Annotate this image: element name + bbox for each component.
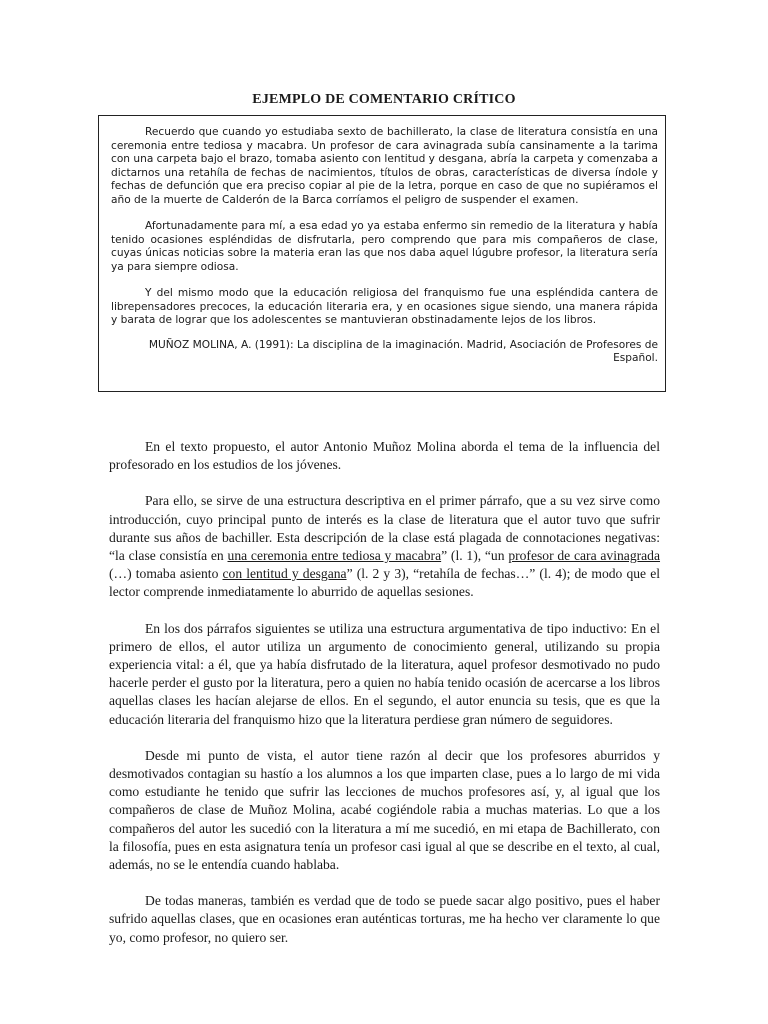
underlined-quote-3: con lentitud y desgana: [222, 566, 347, 582]
p2-text-3: (…) tomaba asiento: [109, 566, 223, 582]
essay-paragraph-1: En el texto propuesto, el autor Antonio Muñoz Molina aborda el tema de la influencia del profesorado en los estudios de los jóvenes.: [109, 439, 660, 473]
p2-text-1: Para ello, se sirve de una estructura descriptiva en el primer párrafo, que a su vez sirve como introducción, cuyo principal punto de interés es la clase de literatura que el autor tuvo que sufrir durante sus años de bachiller. Esta descripción de la clase está plagada de connotaciones negativas: “la clase consistía en: [109, 493, 660, 564]
underlined-quote-1: una ceremonia entre tediosa y macabra: [227, 548, 442, 564]
quote-paragraph-3: Y del mismo modo que la educación religiosa del franquismo fue una espléndida cantera de librepensadores precoces, la educación literaria era, y en ocasiones sigue siendo, una manera rápida y barata de lograr que los adolescentes se mantuvieran obstinadamente lejos de los libros.: [111, 287, 658, 326]
essay-paragraph-4: Desde mi punto de vista, el autor tiene razón al decir que los profesores aburridos y desmotivados contagian su hastío a los alumnos a los que imparten clase, pues a lo largo de mi vida como estudiante he tenido que sufrir las lecciones de muchos profesores así, y, al igual que los compañeros de clase de Muñoz Molina, acabé cogiéndole rabia a muchas materias. Lo que a los compañeros del autor les sucedió con la literatura a mí me sucedió, en mi etapa de Bachillerato, con la filosofía, pues en esta asignatura tenía un profesor casi igual al que se describe en el texto, al cual, además, no se le entendía cuando hablaba.: [109, 747, 660, 873]
essay-paragraph-3: En los dos párrafos siguientes se utiliza una estructura argumentativa de tipo inductivo: En el primero de ellos, el autor utiliza un argumento de conocimiento general, utilizando su propia experiencia vital: a él, que ya había disfrutado de la literatura, aquel profesor desmotivado no pudo hacerle perder el gusto por la literatura, pero a quien no había tenido ocasión de acercarse a los libros aquellas clases les hacían alejarse de ellos. En el segundo, el autor enuncia su tesis, que es que la educación literaria del franquismo hizo que la literatura perdiese gran número de seguidores.: [109, 620, 660, 727]
document-title: EJEMPLO DE COMENTARIO CRÍTICO: [252, 92, 516, 107]
quote-paragraph-1: Recuerdo que cuando yo estudiaba sexto de bachillerato, la clase de literatura consistía en una ceremonia entre tediosa y macabra. Un profesor de cara avinagrada subía cansinamente a la tarima con una carpeta bajo el brazo, tomaba asiento con lentitud y desgana, abría la carpeta y comenzaba a dictarnos una retahíla de fechas de nacimientos, títulos de obras, características de diversa índole y fechas de defunción que era preciso copiar al pie de la letra, porque en caso de que no supiéramos el año de la muerte de Calderón de la Barca corríamos el peligro de suspender el examen.: [111, 126, 658, 206]
essay-paragraph-5: De todas maneras, también es verdad que de todo se puede sacar algo positivo, pues el haber sufrido aquellas clases, que en ocasiones eran auténticas torturas, me ha hecho ver claramente lo que yo, como profesor, no quiero ser.: [109, 893, 660, 945]
underlined-quote-2: profesor de cara avinagrada: [508, 548, 661, 564]
quote-paragraph-2: Afortunadamente para mí, a esa edad yo ya estaba enfermo sin remedio de la literatura y había tenido ocasiones espléndidas de disfrutarla, pero comprendo que para mis compañeros de clase, cuyas únicas noticias sobre la materia eran las que nos daba aquel lúgubre profesor, la literatura sería ya para siempre odiosa.: [111, 220, 658, 273]
p2-text-4: ” (l. 2 y 3), “retahíla de fechas…” (l. 4); de modo que el lector comprende inmediatamente lo aburrido de aquellas sesiones.: [109, 566, 661, 600]
p2-text-2: ” (l. 1), “un: [441, 548, 509, 564]
essay-paragraph-2: [109, 492, 660, 601]
quote-citation: MUÑOZ MOLINA, A. (1991): La disciplina de la imaginación. Madrid, Asociación de Profesores de Español.: [148, 338, 658, 364]
quoted-text-box: [98, 115, 666, 392]
commentary-body: [109, 438, 660, 965]
